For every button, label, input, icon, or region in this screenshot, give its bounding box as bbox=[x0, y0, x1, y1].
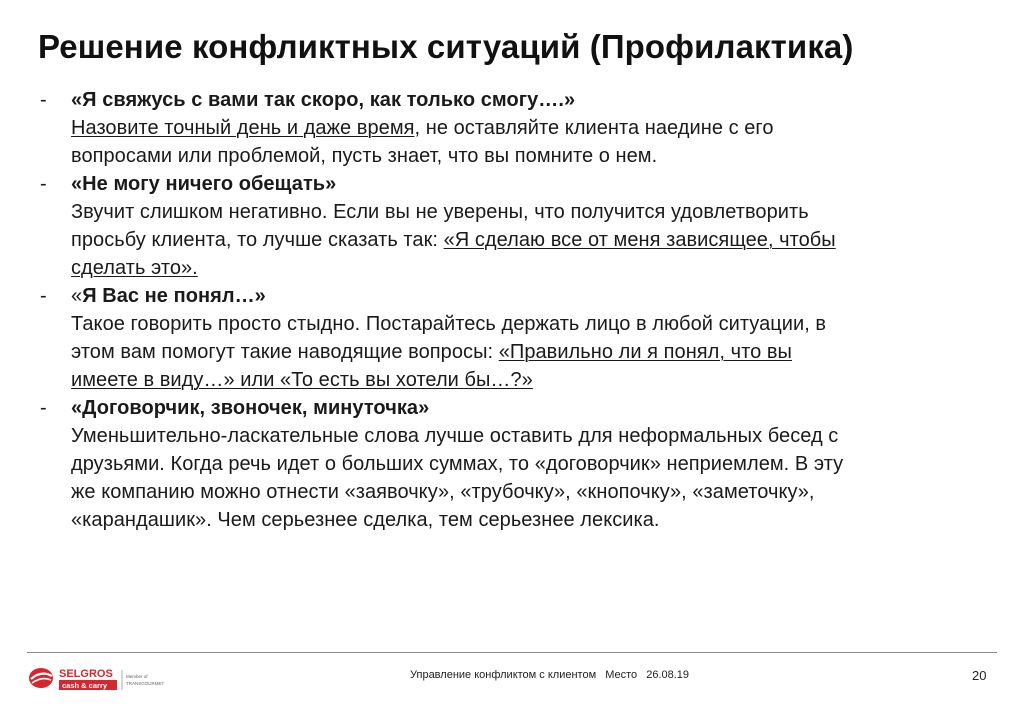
bullet-marker: - bbox=[40, 173, 47, 195]
bullet-marker: - bbox=[40, 285, 47, 307]
heading-quote: « bbox=[71, 285, 83, 307]
footer-divider bbox=[27, 652, 997, 653]
logo-member-text: Member of bbox=[126, 674, 148, 679]
heading-text: Я Вас не понял…» bbox=[82, 285, 266, 307]
underlined-phrase: «Правильно ли я понял, что вы bbox=[498, 341, 792, 363]
bullet-text: , не оставляйте клиента наедине с его bbox=[414, 117, 774, 139]
bullet-text-line bbox=[71, 226, 990, 254]
bullet-text-line bbox=[71, 114, 990, 142]
bullet-list bbox=[40, 86, 990, 534]
selgros-emblem-icon bbox=[29, 668, 53, 688]
footer-info bbox=[410, 669, 695, 681]
bullet-text-line: друзьями. Когда речь идет о больших суммах, то «договорчик» неприемлем. В эту bbox=[71, 453, 844, 475]
underlined-phrase: Назовите точный день и даже время bbox=[71, 117, 415, 139]
bullet-text-line: Такое говорить просто стыдно. Постарайтесь держать лицо в любой ситуации, в bbox=[71, 313, 827, 335]
bullet-text: просьбу клиента, то лучше сказать так: bbox=[71, 229, 444, 251]
bullet-item-4 bbox=[40, 394, 990, 534]
bullet-text: этом вам помогут такие наводящие вопросы: bbox=[71, 341, 499, 363]
bullet-text-line: Звучит слишком негативно. Если вы не уверены, что получится удовлетворить bbox=[71, 201, 809, 223]
bullet-heading: «Договорчик, звоночек, минуточка» bbox=[71, 397, 430, 419]
bullet-text-line: вопросами или проблемой, пусть знает, что вы помните о нем. bbox=[71, 145, 658, 167]
footer-place: Место bbox=[605, 669, 638, 681]
bullet-item-1 bbox=[40, 86, 990, 170]
bullet-heading: «Я свяжусь с вами так скоро, как только смогу….» bbox=[71, 89, 576, 111]
logo-tagline-text: cash & carry bbox=[62, 681, 108, 690]
footer-date: 26.08.19 bbox=[646, 669, 690, 681]
footer-subject: Управление конфликтом с клиентом bbox=[410, 669, 597, 681]
bullet-marker: - bbox=[40, 89, 47, 111]
selgros-logo bbox=[27, 664, 177, 694]
bullet-marker: - bbox=[40, 397, 47, 419]
bullet-heading bbox=[71, 282, 990, 310]
page-number: 20 bbox=[972, 668, 987, 683]
underlined-phrase: «Я сделаю все от меня зависящее, чтобы bbox=[443, 229, 836, 251]
logo-brand-text: SELGROS bbox=[59, 668, 113, 680]
logo-member-company: TRANSGOURMET bbox=[126, 681, 165, 686]
bullet-heading: «Не могу ничего обещать» bbox=[71, 173, 337, 195]
slide-title: Решение конфликтных ситуаций (Профилактика) bbox=[38, 28, 854, 65]
bullet-text-line: Уменьшительно-ласкательные слова лучше оставить для неформальных бесед с bbox=[71, 425, 839, 447]
underlined-phrase: имеете в виду…» или «То есть вы хотели бы…?» bbox=[71, 369, 533, 391]
bullet-item-3 bbox=[40, 282, 990, 394]
bullet-text-line: же компанию можно отнести «заявочку», «трубочку», «кнопочку», «заметочку», bbox=[71, 481, 815, 503]
bullet-text-line bbox=[71, 338, 990, 366]
bullet-item-2 bbox=[40, 170, 990, 282]
underlined-phrase: сделать это». bbox=[71, 257, 198, 279]
bullet-text-line: «карандашик». Чем серьезнее сделка, тем серьезнее лексика. bbox=[71, 509, 660, 531]
